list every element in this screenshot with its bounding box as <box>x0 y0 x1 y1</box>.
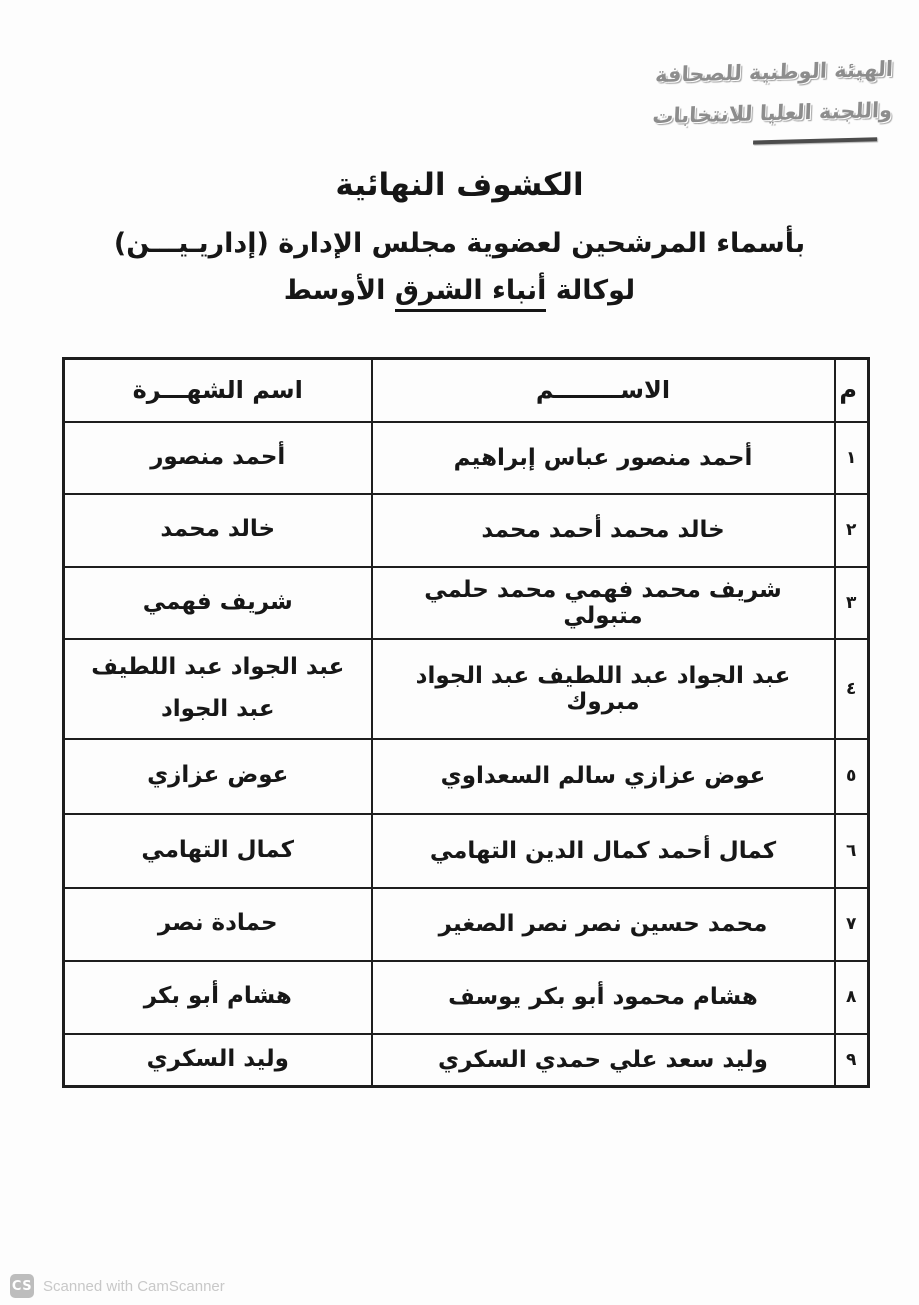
row-index: ١ <box>835 422 869 494</box>
row-nickname: خالد محمد <box>64 494 372 567</box>
table-header <box>64 359 869 422</box>
row-index: ٨ <box>835 961 869 1034</box>
row-name: خالد محمد أحمد محمد <box>372 494 835 567</box>
header-index: م <box>835 359 869 422</box>
camscanner-label: Scanned with CamScanner <box>43 1277 225 1295</box>
subtitle-agency <box>0 275 919 306</box>
row-name: كمال أحمد كمال الدين التهامي <box>372 814 835 888</box>
camscanner-footer <box>10 1274 225 1298</box>
table-row <box>64 739 869 814</box>
row-nickname: عبد الجواد عبد اللطيف عبد الجواد <box>64 639 372 739</box>
row-nickname: عوض عزازي <box>64 739 372 814</box>
table-body <box>64 422 869 1087</box>
table-row <box>64 1034 869 1087</box>
row-index: ٣ <box>835 567 869 639</box>
table-row <box>64 422 869 494</box>
table-row <box>64 639 869 739</box>
row-index: ٧ <box>835 888 869 961</box>
row-nickname: أحمد منصور <box>64 422 372 494</box>
table-row <box>64 888 869 961</box>
row-name: عبد الجواد عبد اللطيف عبد الجواد مبروك <box>372 639 835 739</box>
table-row <box>64 494 869 567</box>
stamp-line-2: واللجنة العليا للانتخابات <box>651 97 893 129</box>
document-titles <box>0 167 919 306</box>
stamp-underline <box>753 137 877 144</box>
authority-stamp <box>651 49 895 147</box>
table-row <box>64 814 869 888</box>
subtitle-agency-prefix: لوكالة <box>546 275 636 306</box>
row-nickname: كمال التهامي <box>64 814 372 888</box>
table-row <box>64 961 869 1034</box>
row-name: وليد سعد علي حمدي السكري <box>372 1034 835 1087</box>
stamp-line-1: الهيئة الوطنية للصحافة <box>654 56 894 88</box>
row-name: أحمد منصور عباس إبراهيم <box>372 422 835 494</box>
candidates-table <box>62 357 870 1088</box>
row-index: ٩ <box>835 1034 869 1087</box>
row-index: ٦ <box>835 814 869 888</box>
table-row <box>64 567 869 639</box>
subtitle-candidates: بأسماء المرشحين لعضوية مجلس الإدارة (إداريـيـــن) <box>113 228 806 259</box>
camscanner-icon: CS <box>10 1274 34 1298</box>
row-index: ٢ <box>835 494 869 567</box>
subtitle-agency-underlined: أنباء الشرق <box>395 275 547 312</box>
header-nickname: اسم الشهـــرة <box>64 359 372 422</box>
row-nickname: وليد السكري <box>64 1034 372 1087</box>
row-nickname: هشام أبو بكر <box>64 961 372 1034</box>
row-index: ٤ <box>835 639 869 739</box>
row-name: شريف محمد فهمي محمد حلمي متبولي <box>372 567 835 639</box>
row-name: محمد حسين نصر نصر الصغير <box>372 888 835 961</box>
row-nickname: حمادة نصر <box>64 888 372 961</box>
row-name: هشام محمود أبو بكر يوسف <box>372 961 835 1034</box>
row-nickname: شريف فهمي <box>64 567 372 639</box>
subtitle-agency-suffix: الأوسط <box>283 275 395 306</box>
row-name: عوض عزازي سالم السعداوي <box>372 739 835 814</box>
page-title: الكشوف النهائية <box>335 167 584 203</box>
row-index: ٥ <box>835 739 869 814</box>
header-name: الاســــــــم <box>372 359 835 422</box>
header-row <box>64 359 869 422</box>
